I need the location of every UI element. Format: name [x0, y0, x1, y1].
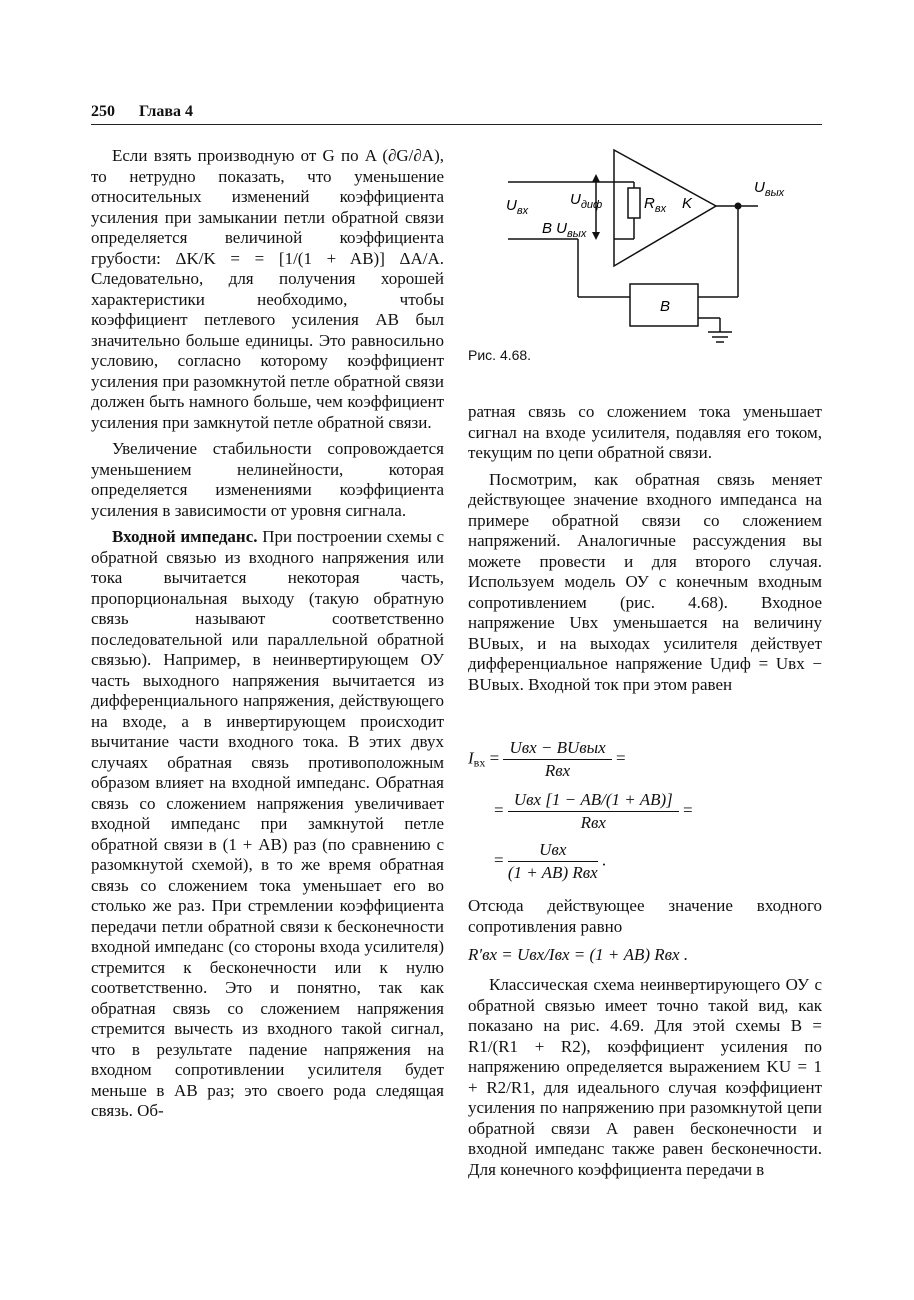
paragraph [91, 527, 444, 1122]
paragraph: Посмотрим, как обратная связь меняет действующее значение входного импеданса на примере обратной связи со сложением напряжений. Аналогичные рассуждения вы можете провести и для второго случая. Используем модель ОУ с конечным входным сопротивлением (рис. 4.68). Входное напряжение Uвх уменьшается на величину BUвых, и на выходах усилителя действует дифференциальное напряжение Uдиф = Uвх − BUвых. Входной ток при этом равен [468, 469, 822, 694]
label-u-dif: $U_{диф}$ [570, 191, 603, 211]
paragraph: ратная связь со сложением тока уменьшает сигнал на входе усилителя, подавляя его током, текущим по цепи обратной связи. [468, 402, 822, 462]
circuit-diagram [468, 140, 822, 350]
right-column-continued [468, 896, 822, 937]
input-resistor [628, 188, 640, 218]
label-r-in: $R_{вх}$ [644, 195, 667, 215]
right-column-final [468, 975, 822, 1180]
fraction-denominator: Rвх [580, 813, 606, 832]
page-number: 250 [91, 103, 115, 120]
paragraph-heading: Входной импеданс. [112, 527, 258, 546]
paragraph: Увеличение стабильности сопровождается уменьшением нелинейности, которая определяется изменениями коэффициента усиления в зависимости от уровня сигнала. [91, 439, 444, 520]
paragraph: Классическая схема неинвертирующего ОУ с обратной связью имеет точно такой вид, как показано на рис. 4.69. Для этой схемы B = R1/(R1 + R2), коэффициент усиления по напряжению определяется выражением KU = 1 + R2/R1, для идеального случая коэффициент усиления по напряжению при разомкнутой цепи обратной связи A равен бесконечности и входной импеданс также равен бесконечности. Для конечного коэффициента передачи в [468, 975, 822, 1179]
formula-line-1: $I_{вх}$ = $\frac{\text{Uвх − BUвых}}{\text{Rвх}}$ = [468, 738, 626, 780]
label-u-in: $U_{вх}$ [506, 197, 529, 217]
fraction-numerator: Uвх [508, 839, 598, 862]
left-column [91, 146, 444, 1122]
chapter-title: Глава 4 [139, 103, 193, 120]
right-column [468, 402, 822, 695]
formula-line-3: = $\frac{\text{Uвх}}{\text{(1 + AB) Rвх}}$ . [494, 840, 607, 882]
input-resistance-formula: R′вх = Uвх/Iвх = (1 + AB) Rвх . [468, 945, 689, 964]
fraction-numerator: Uвх − BUвых [503, 737, 611, 760]
label-k: K [682, 195, 693, 212]
figure-caption: Рис. 4.68. [468, 347, 532, 363]
paragraph-text: При построении схемы с обратной связью из входного напряжения или тока вычитается некоторая часть, пропорциональная выходу (такую обратную связь называют соответственно последовательной или параллельной обратной связью). Например, в неинвертирующем ОУ часть выходного напряжения вычитается из дифференциального напряжения, действующего на входе, а в инвертирующем происходит вычитание части входного тока. В этих двух случаях обратная связь противоположным образом влияет на входной импеданс. Обратная связь со сложением напряжения увеличивает входной импеданс при замкнутой петле обратной связи в (1 + AB) раз (по сравнению с разомкнутой схемой), в то же время обратная связь со сложением тока уменьшает его во столько же раз. При стремлении коэффициента передачи петли обратной связи к бесконечности входной импеданс (со стороны входа усилителя) стремится к бесконечности или к нулю соответственно. Это и понятно, так как обратная связь со сложением напряжения стремится вычесть из входного такой сигнал, что в результате падение напряжения на входном сопротивлении усилителя будет меньше в AB раз; это своего рода следящая связь. Об- [91, 527, 444, 1120]
label-bu-out: B $U_{вых}$ [542, 220, 587, 240]
output-node [735, 203, 742, 210]
paragraph: Если взять производную от G по A (∂G/∂A), то нетрудно показать, что уменьшение относительных изменений коэффициента усиления при замыкании петли обратной связи определяется величиной коэффициента грубости: ΔK/K = = [1/(1 + AB)] ΔA/A. Следовательно, для получения хорошей характеристики необходимо, чтобы коэффициент петлевого усиления AB был значительно больше единицы. Это равносильно условию, согласно которому коэффициент усиления при разомкнутой петле обратной связи должен быть намного больше, чем коэффициент усиления при замкнутой петле обратной связи. [91, 146, 444, 432]
label-u-out: $U_{вых}$ [754, 179, 785, 199]
fraction-numerator: Uвх [1 − AB/(1 + AB)] [508, 789, 679, 812]
header-rule [91, 124, 822, 125]
running-header [91, 103, 822, 121]
paragraph: Отсюда действующее значение входного сопротивления равно [468, 896, 822, 936]
fraction-denominator: Rвх [544, 761, 571, 780]
formula-line-2: = $\frac{\text{Uвх [1 − AB/(1 + AB)]}}{\text{Rвх}}$ = [494, 790, 693, 832]
label-b-block: B [660, 298, 671, 315]
fraction-denominator: (1 + AB) Rвх [507, 863, 598, 882]
